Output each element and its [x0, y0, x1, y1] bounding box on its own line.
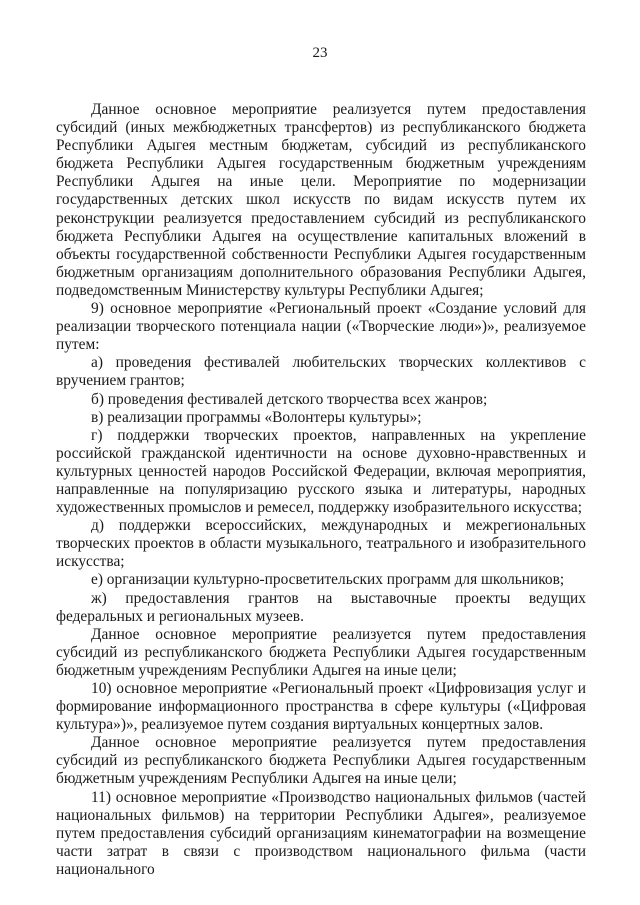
- list-item-zh: ж) предоставления грантов на выставочные проекты ведущих федеральных и региональных музеев.: [56, 589, 586, 625]
- list-item-d: д) поддержки всероссийских, международных и межрегиональных творческих проектов в области музыкального, театрального и изобразительного искусства;: [56, 517, 586, 571]
- list-item-e: е) организации культурно-просветительских программ для школьников;: [91, 571, 565, 589]
- list-item-b: б) проведения фестивалей детского творчества всех жанров;: [91, 390, 488, 408]
- list-item-a: а) проведения фестивалей любительских творческих коллективов с вручением грантов;: [56, 354, 586, 390]
- list-item-g: г) поддержки творческих проектов, направленных на укрепление российской гражданской идентичности на основе духовно-нравственных и культурных ценностей народов Российской Федерации, включая мероприятия, направленные на популяризацию русского языка и литературы, народных художественных промыслов и ремесел, поддержку изобразительного искусства;: [56, 426, 586, 517]
- paragraph-subsidies-9: Данное основное мероприятие реализуется путем предоставления субсидий из республиканского бюджета Республики Адыгея государственным бюджетным учреждениям Республики Адыгея на иные цели;: [56, 625, 586, 679]
- paragraph-subsidies-intro: Данное основное мероприятие реализуется путем предоставления субсидий (иных межбюджетных трансфертов) из республиканского бюджета Республики Адыгея местным бюджетам, субсидий из республиканского бюджета Республики Адыгея государственным бюджетным учреждениям Республики Адыгея на иные цели. Мероприятие по модернизации государственных детских школ искусств по видам искусств путем их реконструкции реализуется предоставлением субсидий из республиканского бюджета Республики Адыгея на осуществление капитальных вложений в объекты государственной собственности Республики Адыгея государственным бюджетным организациям дополнительного образования Республики Адыгея, подведомственным Министерству культуры Республики Адыгея;: [56, 101, 586, 299]
- paragraph-item-11: 11) основное мероприятие «Производство национальных фильмов (частей национальных фильмов) на территории Республики Адыгея», реализуемое путем предоставления субсидий организациям кинематографии на возмещение части затрат в связи с производством национального фильма (части национального: [56, 788, 586, 878]
- paragraph-item-10: 10) основное мероприятие «Региональный проект «Цифровизация услуг и формирование информационного пространства в сфере культуры («Цифровая культура»)», реализуемое путем создания виртуальных концертных залов.: [56, 680, 586, 734]
- paragraph-subsidies-10: Данное основное мероприятие реализуется путем предоставления субсидий из республиканского бюджета Республики Адыгея государственным бюджетным учреждениям Республики Адыгея на иные цели;: [56, 734, 586, 788]
- document-body: [56, 101, 586, 879]
- paragraph-item-9: 9) основное мероприятие «Региональный проект «Создание условий для реализации творческого потенциала нации («Творческие люди»)», реализуемое путем:: [56, 300, 586, 354]
- page-number: 23: [312, 45, 328, 61]
- list-item-v: в) реализации программы «Волонтеры культуры»;: [91, 408, 422, 426]
